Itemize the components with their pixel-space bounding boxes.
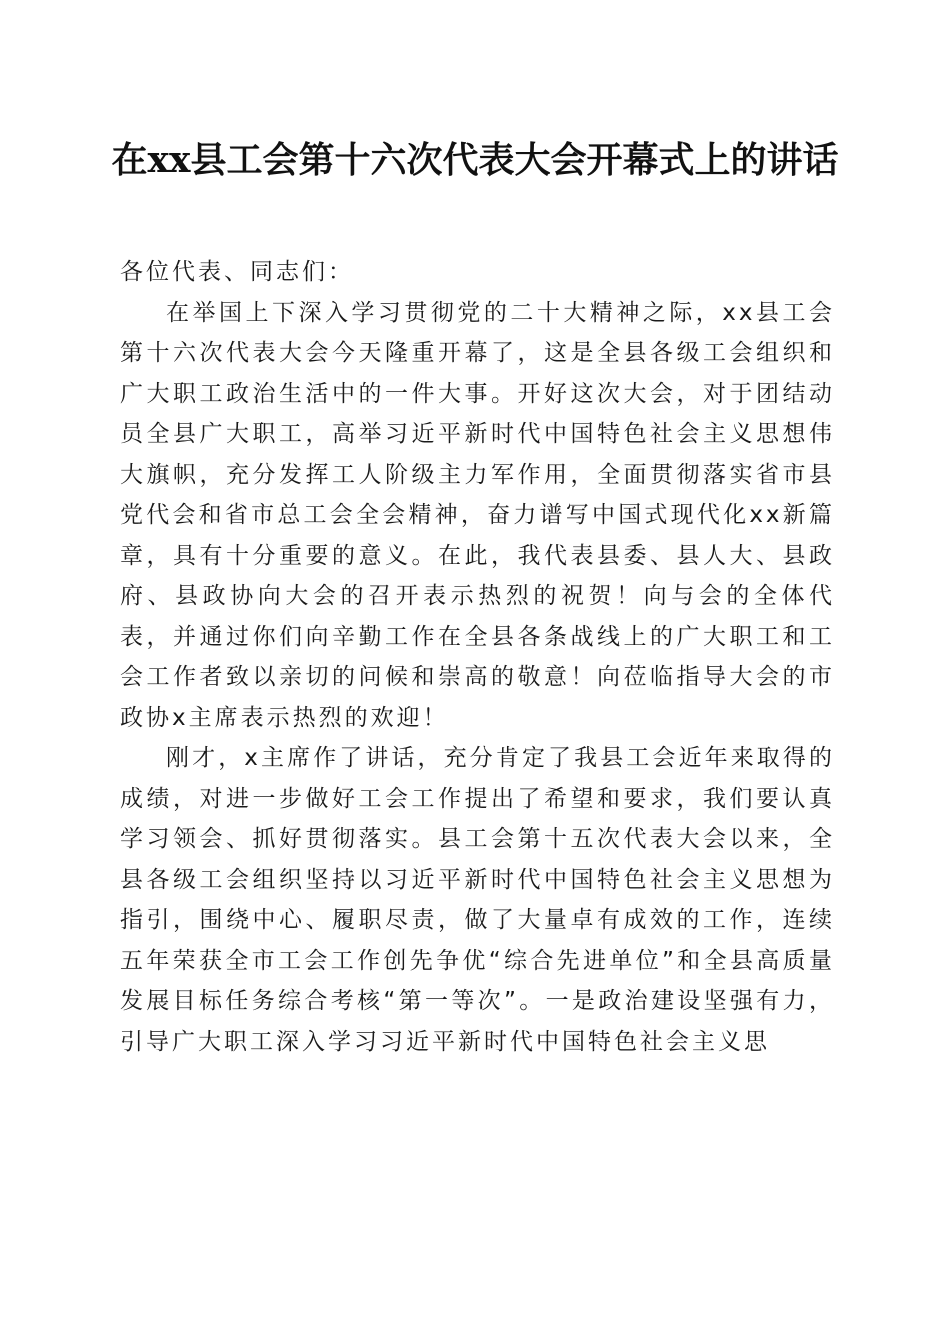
document-body: [120, 252, 835, 1062]
salutation: 各位代表、同志们：: [120, 259, 354, 285]
paragraph-1: 在举国上下深入学习贯彻党的二十大精神之际，xx县工会第十六次代表大会今天隆重开幕了，这是全县各级工会组织和广大职工政治生活中的一件大事。开好这次大会，对于团结动员全县广大职工，高举习近平新时代中国特色社会主义思想伟大旗帜，充分发挥工人阶级主力军作用，全面贯彻落实省市县党代会和省市总工会全会精神，奋力谱写中国式现代化xx新篇章，具有十分重要的意义。在此，我代表县委、县人大、县政府、县政协向大会的召开表示热烈的祝贺！向与会的全体代表，并通过你们向辛勤工作在全县各条战线上的广大职工和工会工作者致以亲切的问候和崇高的敬意！向莅临指导大会的市政协x主席表示热烈的欢迎！: [120, 299, 835, 731]
document-title: 在xx县工会第十六次代表大会开幕式上的讲话: [111, 139, 839, 181]
paragraph-2: 刚才，x主席作了讲话，充分肯定了我县工会近年来取得的成绩，对进一步做好工会工作提出了希望和要求，我们要认真学习领会、抓好贯彻落实。县工会第十五次代表大会以来，全县各级工会组织坚持以习近平新时代中国特色社会主义思想为指引，围绕中心、履职尽责，做了大量卓有成效的工作，连续五年荣获全市工会工作创先争优“综合先进单位”和全县高质量发展目标任务综合考核“第一等次”。一是政治建设坚强有力，引导广大职工深入学习习近平新时代中国特色社会主义思: [120, 745, 835, 1055]
